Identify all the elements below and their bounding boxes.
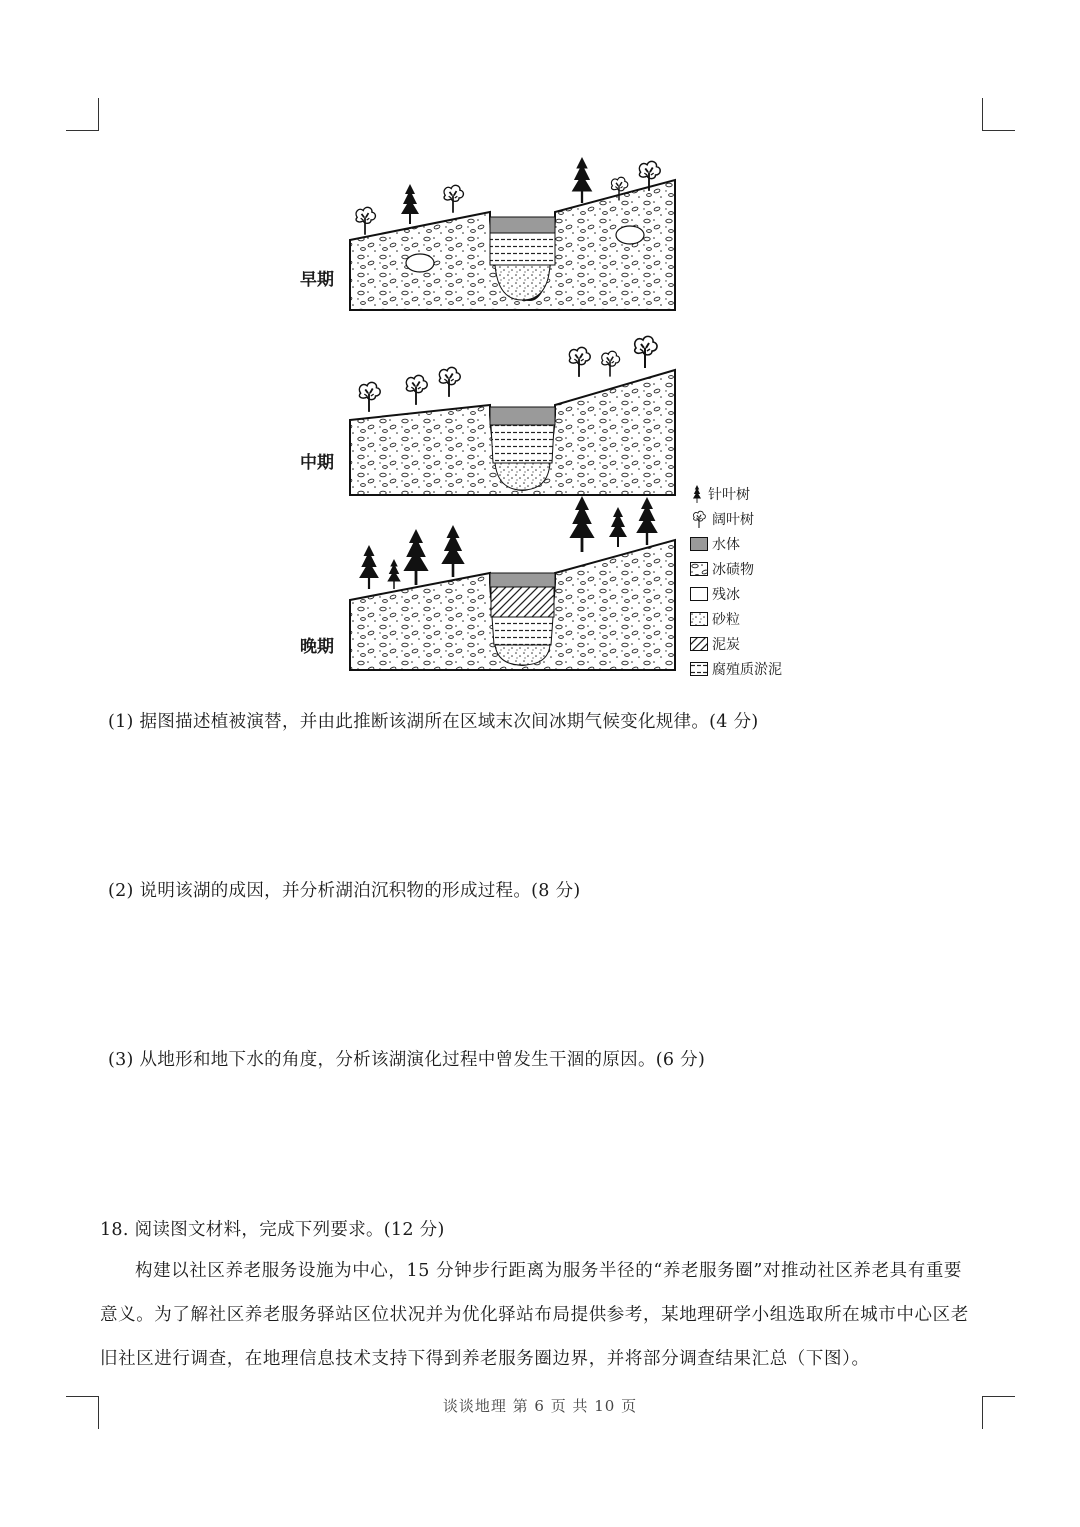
section-late <box>350 496 675 670</box>
legend-label: 针叶树 <box>708 487 750 503</box>
legend-label: 残冰 <box>712 587 740 603</box>
crop-mark-top-left <box>66 98 99 131</box>
broadleaf-icon <box>690 510 708 528</box>
sapropel-swatch <box>690 662 708 676</box>
legend-moraine <box>690 559 754 579</box>
dead-ice-swatch <box>690 587 708 601</box>
legend-water <box>690 534 740 554</box>
moraine-swatch <box>690 562 708 576</box>
legend-label: 砂粒 <box>712 612 740 628</box>
conifer-icon <box>690 485 704 503</box>
page-footer: 谈谈地理 第 6 页 共 10 页 <box>442 1397 638 1415</box>
legend-peat <box>690 634 740 654</box>
question-18-title: 18. 阅读图文材料，完成下列要求。(12 分) <box>100 1220 445 1240</box>
water-swatch <box>690 537 708 551</box>
legend-broadleaf <box>690 509 754 529</box>
legend-label: 泥炭 <box>712 637 740 653</box>
sand-swatch <box>690 612 708 626</box>
question-3: (3) 从地形和地下水的角度，分析该湖演化过程中曾发生干涸的原因。(6 分) <box>108 1050 706 1070</box>
legend-label: 水体 <box>712 537 740 553</box>
legend-dead-ice <box>690 584 740 604</box>
section-early <box>350 157 675 310</box>
peat-swatch <box>690 637 708 651</box>
legend-label: 腐殖质淤泥 <box>712 662 782 678</box>
question-2: (2) 说明该湖的成因，并分析湖泊沉积物的形成过程。(8 分) <box>108 881 581 901</box>
question-1: (1) 据图描述植被演替，并由此推断该湖所在区域末次间冰期气候变化规律。(4 分) <box>108 712 759 732</box>
legend-label: 阔叶树 <box>712 512 754 528</box>
stage-label-early: 早期 <box>300 270 334 290</box>
stage-label-late: 晚期 <box>300 637 334 657</box>
lake-evolution-figure <box>290 145 810 685</box>
legend-conifer <box>690 484 750 504</box>
legend-label: 冰碛物 <box>712 562 754 578</box>
crop-mark-top-right <box>982 98 1015 131</box>
section-middle <box>350 336 675 495</box>
legend-sand <box>690 609 740 629</box>
question-18-paragraph: 构建以社区养老服务设施为中心，15 分钟步行距离为服务半径的“养老服务圈”对推动社区养老具有重要意义。为了解社区养老服务驿站区位状况并为优化驿站布局提供参考，某地理研学小组选取所在城市中心区老旧社区进行调查，在地理信息技术支持下得到养老服务圈边界，并将部分调查结果汇总（下图）。 <box>100 1261 969 1369</box>
stage-label-middle: 中期 <box>300 453 334 473</box>
legend-sapropel <box>690 659 782 679</box>
